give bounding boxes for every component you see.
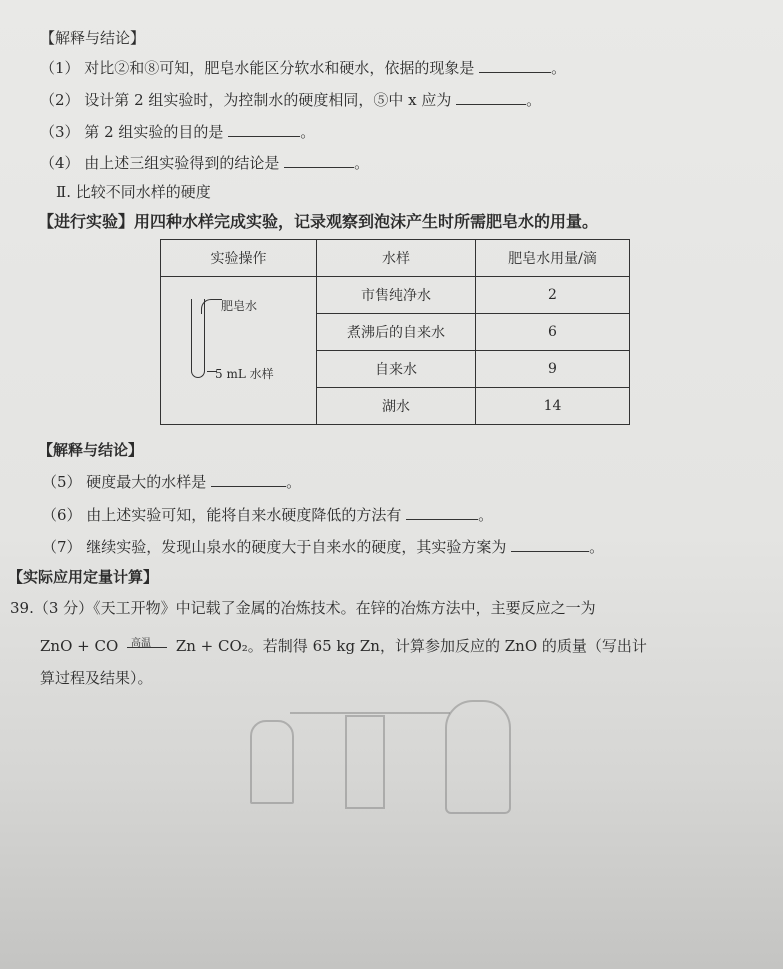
drops-cell: 14 bbox=[476, 388, 630, 425]
question-5-text: （5） 硬度最大的水样是 bbox=[42, 473, 207, 491]
drops-cell: 9 bbox=[476, 351, 630, 388]
ghost-reactor bbox=[445, 700, 511, 814]
experiment-text: 用四种水样完成实验，记录观察到泡沫产生时所需肥皂水的用量。 bbox=[134, 212, 599, 231]
header-operation: 实验操作 bbox=[161, 240, 317, 277]
drops-cell: 2 bbox=[476, 277, 630, 314]
answer-blank-6[interactable] bbox=[406, 505, 478, 520]
question-2-text: （2） 设计第 2 组实验时，为控制水的硬度相同，⑤中 x 应为 bbox=[40, 91, 452, 109]
question-1 bbox=[40, 58, 566, 78]
answer-blank-2[interactable] bbox=[456, 90, 526, 105]
period: 。 bbox=[551, 59, 567, 77]
question-3 bbox=[40, 122, 315, 142]
sample-cell: 市售纯净水 bbox=[317, 277, 476, 314]
answer-blank-7[interactable] bbox=[511, 537, 589, 552]
applied-header: 【实际应用定量计算】 bbox=[8, 568, 159, 586]
experiment-label: 【进行实验】 bbox=[38, 212, 135, 231]
part-2-title: Ⅱ. 比较不同水样的硬度 bbox=[56, 183, 211, 201]
conclusion-header-2: 【解释与结论】 bbox=[38, 441, 144, 459]
test-tube-icon bbox=[191, 299, 205, 378]
question-4-text: （4） 由上述三组实验得到的结论是 bbox=[40, 154, 280, 172]
table-header-row bbox=[161, 240, 630, 277]
ghost-pipe bbox=[290, 712, 450, 714]
question-2 bbox=[40, 90, 541, 110]
period: 。 bbox=[286, 473, 302, 491]
tube-label-soap: 肥皂水 bbox=[221, 299, 258, 313]
question-7-text: （7） 继续实验，发现山泉水的硬度大于自来水的硬度，其实验方案为 bbox=[42, 538, 507, 556]
experiment-table bbox=[160, 239, 630, 425]
answer-blank-1[interactable] bbox=[479, 58, 551, 73]
test-tube-diagram bbox=[161, 277, 317, 425]
sample-cell: 湖水 bbox=[317, 388, 476, 425]
question-39-formula bbox=[40, 636, 647, 656]
answer-blank-5[interactable] bbox=[211, 472, 286, 487]
header-sample: 水样 bbox=[317, 240, 476, 277]
question-39-line-1: 39.（3 分）《天工开物》中记载了金属的冶炼技术。在锌的冶炼方法中，主要反应之一为 bbox=[10, 599, 596, 617]
reaction-condition: 高温 bbox=[131, 637, 152, 649]
question-4 bbox=[40, 153, 369, 173]
formula-reactants: ZnO + CO bbox=[40, 637, 119, 655]
period: 。 bbox=[526, 91, 542, 109]
ghost-flask bbox=[250, 720, 294, 804]
drops-cell: 6 bbox=[476, 314, 630, 351]
period: 。 bbox=[300, 123, 316, 141]
question-6-text: （6） 由上述实验可知，能将自来水硬度降低的方法有 bbox=[42, 506, 402, 524]
sample-cell: 自来水 bbox=[317, 351, 476, 388]
question-1-text: （1） 对比②和⑧可知，肥皂水能区分软水和硬水，依据的现象是 bbox=[40, 59, 475, 77]
sample-cell: 煮沸后的自来水 bbox=[317, 314, 476, 351]
question-5 bbox=[42, 472, 301, 492]
table-row bbox=[161, 277, 630, 314]
question-3-text: （3） 第 2 组实验的目的是 bbox=[40, 123, 224, 141]
formula-products: Zn + CO₂。若制得 65 kg Zn，计算参加反应的 ZnO 的质量（写出计 bbox=[175, 637, 647, 655]
ghost-tube bbox=[345, 715, 385, 809]
question-39-line-3: 算过程及结果）。 bbox=[40, 669, 153, 687]
header-drops: 肥皂水用量/滴 bbox=[476, 240, 630, 277]
reaction-arrow bbox=[127, 637, 167, 649]
conclusion-header-1: 【解释与结论】 bbox=[40, 29, 146, 47]
period: 。 bbox=[589, 538, 605, 556]
answer-blank-3[interactable] bbox=[228, 122, 300, 137]
experiment-line bbox=[38, 212, 598, 232]
answer-blank-4[interactable] bbox=[284, 153, 354, 168]
question-6 bbox=[42, 505, 493, 525]
question-7 bbox=[42, 537, 604, 557]
period: 。 bbox=[354, 154, 370, 172]
period: 。 bbox=[478, 506, 494, 524]
tube-label-sample: 5 mL 水样 bbox=[215, 367, 274, 381]
